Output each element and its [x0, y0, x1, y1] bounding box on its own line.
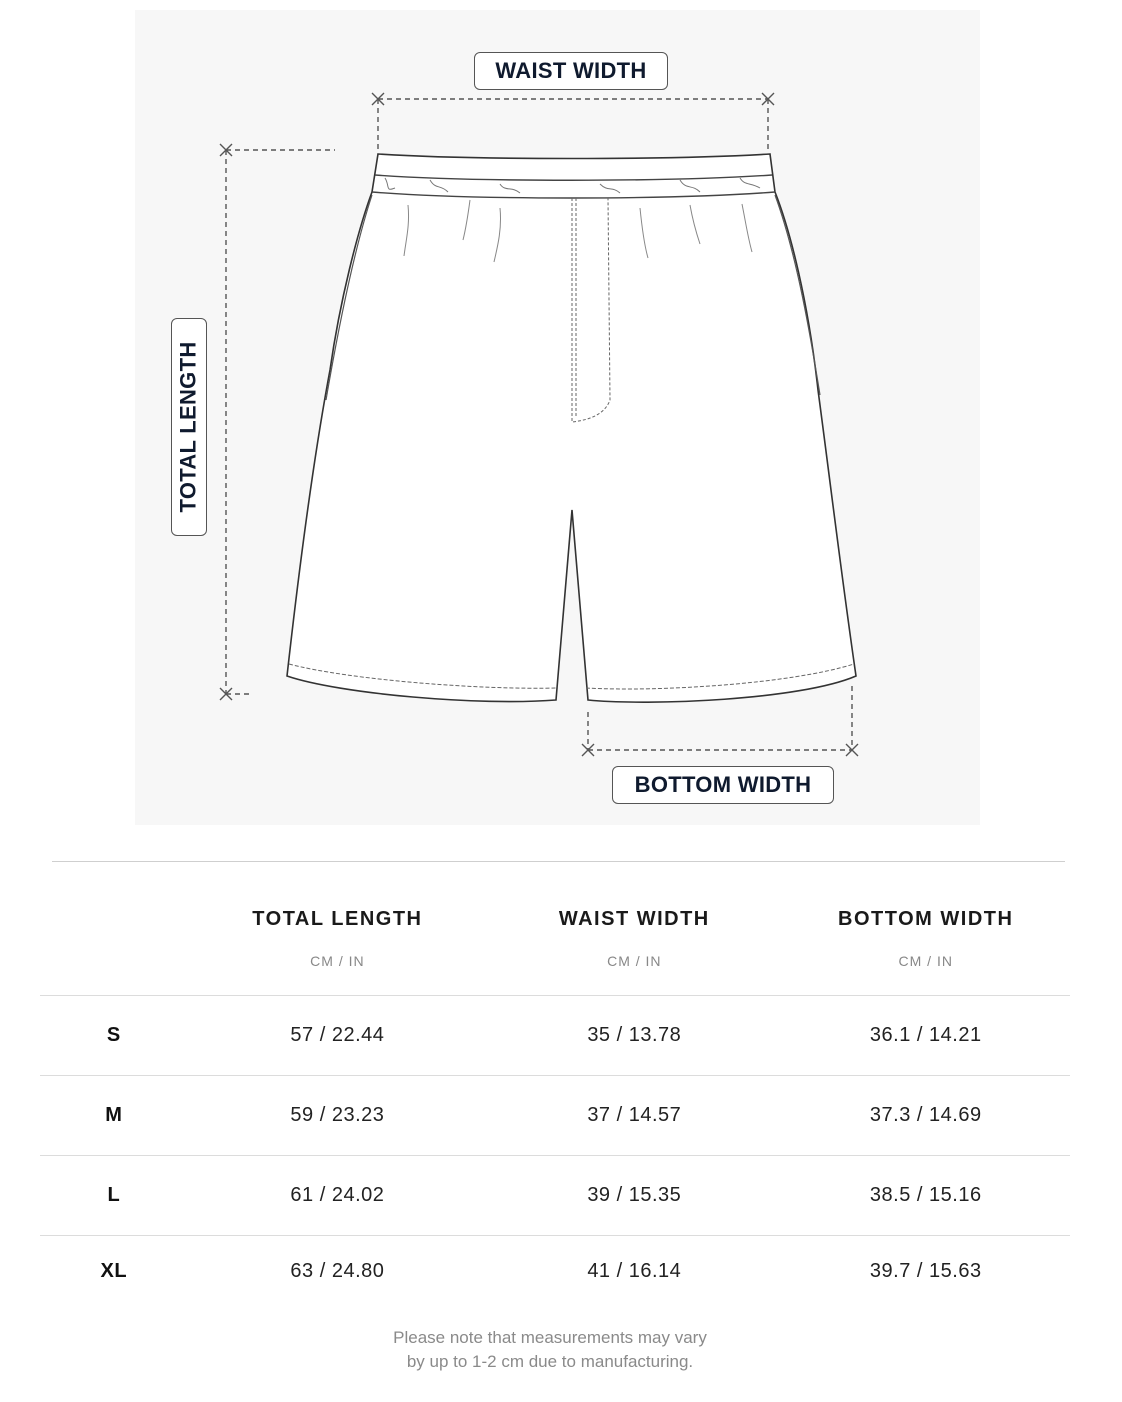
header-title: TOTAL LENGTH [252, 908, 423, 930]
total-length-cell: 63 / 24.80 [290, 1260, 385, 1283]
header-title: WAIST WIDTH [558, 908, 710, 930]
bottom-width-cell: 36.1 / 14.21 [869, 1024, 982, 1046]
waist-width-cell: 37 / 14.57 [587, 1104, 682, 1126]
total-length-cell: 59 / 23.23 [290, 1104, 385, 1126]
bottom-width-cell: 39.7 / 15.63 [869, 1260, 982, 1283]
bottom-width-label: BOTTOM WIDTH [612, 766, 834, 804]
header-unit: CM / IN [898, 953, 953, 969]
table-row [40, 1156, 1070, 1236]
note-line-1: Please note that measurements may vary [393, 1328, 707, 1347]
waist-width-cell: 41 / 16.14 [587, 1260, 682, 1283]
note-line-2: by up to 1-2 cm due to manufacturing. [406, 1352, 694, 1371]
size-cell: M [105, 1104, 123, 1126]
total-length-cell: 57 / 22.44 [290, 1024, 385, 1046]
total-length-cell: 61 / 24.02 [290, 1184, 385, 1206]
table-header-row [40, 880, 1070, 996]
size-cell: XL [100, 1260, 128, 1283]
waist-width-cell: 35 / 13.78 [587, 1024, 682, 1046]
size-cell: S [106, 1024, 121, 1046]
header-title: BOTTOM WIDTH [838, 908, 1014, 930]
section-divider [52, 861, 1065, 862]
waist-width-cell: 39 / 15.35 [587, 1184, 682, 1206]
total-length-label-text: TOTAL LENGTH [176, 341, 202, 513]
size-chart-table [40, 880, 1070, 1308]
bottom-width-cell: 37.3 / 14.69 [869, 1104, 982, 1126]
bottom-width-column-header [782, 880, 1071, 996]
total-length-column-header [188, 880, 487, 996]
table-row [40, 1076, 1070, 1156]
header-unit: CM / IN [607, 953, 662, 969]
shorts-illustration [287, 154, 856, 702]
bottom-width-cell: 38.5 / 15.16 [869, 1184, 982, 1206]
measurement-note [0, 1326, 1100, 1374]
table-row [40, 1236, 1070, 1308]
header-unit: CM / IN [310, 953, 365, 969]
waist-width-label: WAIST WIDTH [474, 52, 668, 90]
waist-measure-line [372, 93, 774, 152]
waist-width-column-header [487, 880, 781, 996]
total-length-label [171, 318, 207, 536]
table-row [40, 996, 1070, 1076]
size-column-header [40, 880, 188, 996]
size-cell: L [107, 1184, 121, 1206]
